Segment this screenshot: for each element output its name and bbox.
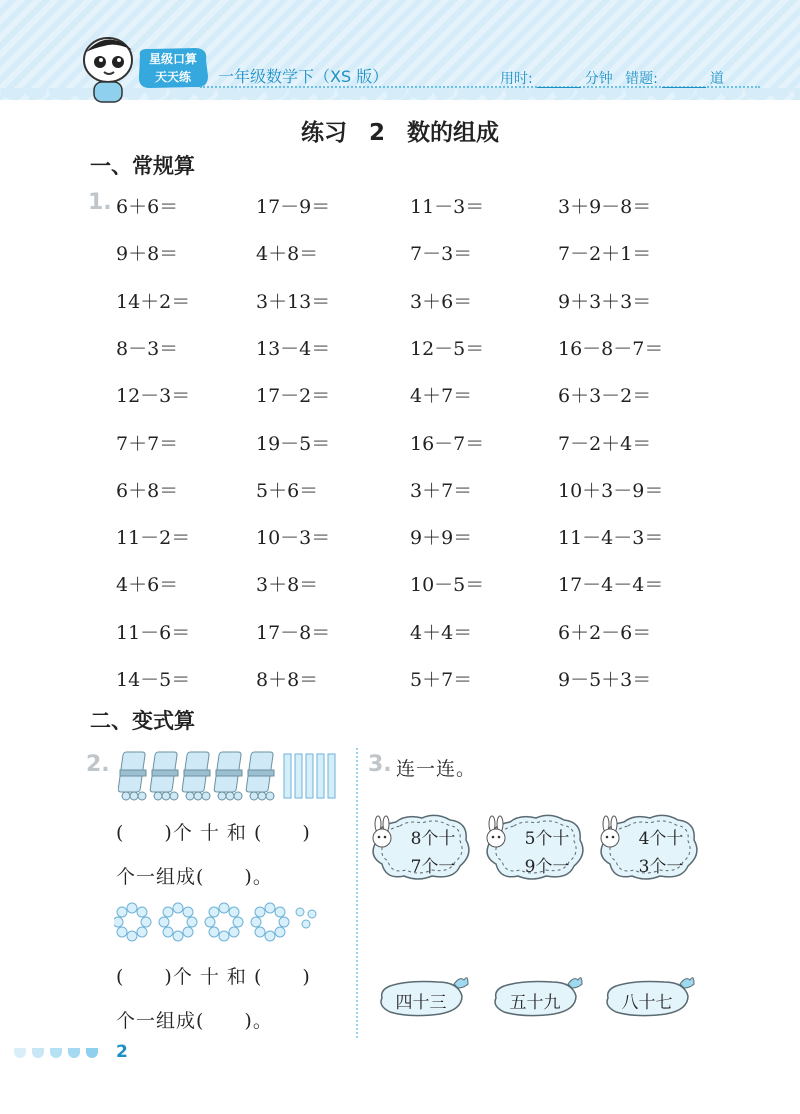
equation: 7－2＋1＝ [558, 243, 652, 266]
equation: 16－8－7＝ [558, 337, 664, 360]
cloud-tens: 8个十 [410, 829, 456, 849]
equation: 19－5＝ [256, 432, 331, 455]
cloud-ones: 9个一 [524, 857, 570, 877]
carrot-leaf-icon [454, 978, 468, 988]
page-number: 2 [116, 1042, 128, 1062]
match-carrot[interactable] [604, 976, 696, 1020]
equation: 12－3＝ [116, 385, 191, 408]
match-carrot[interactable] [378, 976, 470, 1020]
match-cloud[interactable] [480, 812, 588, 882]
equation: 17－2＝ [256, 385, 331, 408]
carrot-leaf-icon [568, 978, 582, 988]
q2-part1-line1: ( )个 十 和 ( ) [116, 822, 311, 844]
equation: 9－5＋3＝ [558, 669, 652, 691]
cloud-ones: 7个一 [410, 857, 456, 877]
equation: 17－4－4＝ [558, 574, 664, 597]
equation: 13－4＝ [256, 337, 331, 360]
stick-bundles-illustration [118, 748, 278, 804]
book-title: 一年级数学下（XS 版） [218, 67, 389, 86]
equation: 3＋6＝ [410, 290, 473, 313]
equation: 16－7＝ [410, 432, 485, 455]
question-number-1: 1. [88, 190, 112, 215]
equation: 3＋7＝ [410, 479, 473, 502]
time-label: 用时: [500, 71, 533, 87]
equation: 14＋2＝ [116, 290, 191, 313]
question-number-2: 2. [86, 752, 110, 777]
equation: 3＋8＝ [256, 574, 319, 597]
errors-label: 错题: [625, 71, 658, 87]
equation: 11－4－3＝ [558, 527, 664, 550]
match-cloud[interactable] [366, 812, 474, 882]
time-unit: 分钟 [584, 71, 613, 87]
question-number-3: 3. [368, 752, 392, 777]
carrot-number: 四十三 [395, 993, 447, 1013]
equation: 7－2＋4＝ [558, 432, 652, 455]
equation: 7＋7＝ [116, 432, 179, 455]
match-carrot[interactable] [492, 976, 584, 1020]
section-heading-1: 一、常规算 [90, 154, 195, 178]
rabbit-icon [601, 816, 619, 847]
equation: 14－5＝ [116, 669, 191, 691]
equation: 10－3＝ [256, 527, 331, 550]
mascot-icon [76, 26, 140, 106]
bead-circles-illustration [114, 900, 334, 944]
cloud-tens: 5个十 [524, 829, 570, 849]
equation: 11－3＝ [410, 196, 485, 218]
section-heading-2: 二、变式算 [90, 709, 195, 733]
equation: 5＋6＝ [256, 479, 319, 502]
equation: 17－8＝ [256, 621, 331, 644]
single-sticks-illustration [282, 752, 338, 802]
q2-part2-line2: 个一组成( )。 [116, 1010, 273, 1032]
carrot-number: 八十七 [621, 993, 673, 1013]
q2-part2-line1: ( )个 十 和 ( ) [116, 966, 311, 988]
equation: 6＋6＝ [116, 196, 179, 218]
equation: 3＋13＝ [256, 290, 331, 313]
carrot-leaf-icon [680, 978, 694, 988]
brand-name: 星级口算 [148, 52, 197, 66]
equation: 4＋6＝ [116, 574, 179, 597]
column-divider [356, 748, 358, 1038]
equation: 7－3＝ [410, 243, 473, 266]
equation: 12－5＝ [410, 337, 485, 360]
header-record [500, 68, 724, 88]
cloud-tens: 4个十 [638, 829, 684, 849]
equation: 4＋8＝ [256, 243, 319, 266]
cloud-ones: 3个一 [638, 857, 684, 877]
equation: 6＋8＝ [116, 479, 179, 502]
equation: 8＋8＝ [256, 669, 319, 691]
footer-dots-decoration [12, 1046, 112, 1060]
equation: 8－3＝ [116, 337, 179, 360]
equation: 6＋2－6＝ [558, 621, 652, 644]
equation: 4＋7＝ [410, 385, 473, 408]
q3-prompt: 连一连。 [396, 758, 477, 780]
match-cloud[interactable] [594, 812, 702, 882]
equation: 11－6＝ [116, 621, 191, 644]
rabbit-icon [373, 816, 391, 847]
brand-subtitle: 天天练 [154, 70, 191, 84]
equation: 5＋7＝ [410, 669, 473, 691]
equation: 9＋3＋3＝ [558, 290, 652, 313]
equation: 17－9＝ [256, 196, 331, 218]
equation: 9＋8＝ [116, 243, 179, 266]
equation: 9＋9＝ [410, 527, 473, 550]
q2-part1-line2: 个一组成( )。 [116, 866, 273, 888]
equation: 6＋3－2＝ [558, 385, 652, 408]
equation: 11－2＝ [116, 527, 191, 550]
page-title: 练习 2 数的组成 [300, 120, 500, 146]
carrot-number: 五十九 [509, 993, 561, 1013]
equation: 10－5＝ [410, 574, 485, 597]
errors-unit: 道 [709, 71, 724, 87]
errors-blank [662, 73, 706, 88]
equation: 10＋3－9＝ [558, 479, 664, 502]
equation: 3＋9－8＝ [558, 196, 652, 218]
equation: 4＋4＝ [410, 621, 473, 644]
time-blank [537, 73, 581, 88]
rabbit-icon [487, 816, 505, 847]
